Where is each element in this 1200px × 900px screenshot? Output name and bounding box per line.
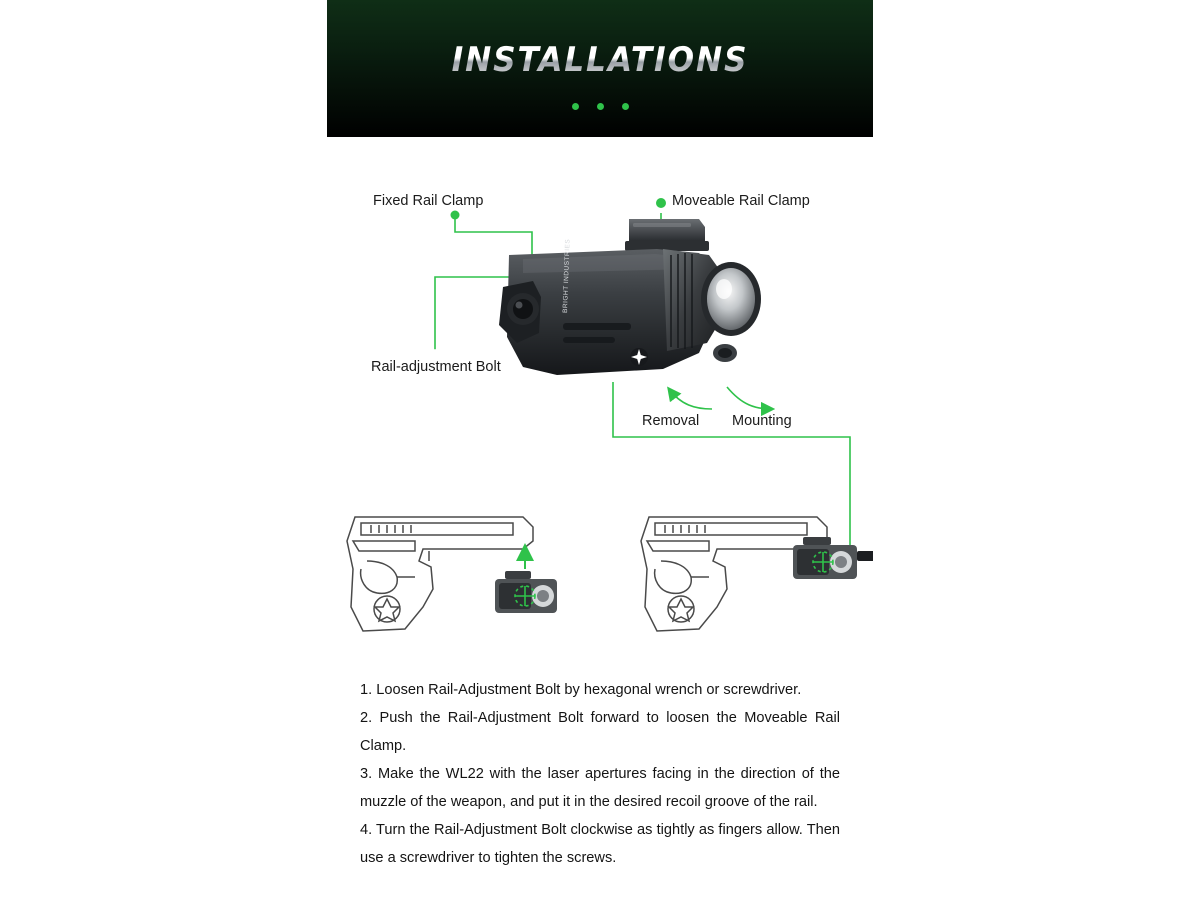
banner-header: [327, 0, 873, 137]
instructions-list: [360, 676, 840, 872]
banner-dot-3: [622, 103, 629, 110]
laser-emitter-icon: [630, 348, 648, 366]
callout-moveable-rail-clamp: Moveable Rail Clamp: [672, 193, 810, 209]
callout-fixed-rail-clamp: Fixed Rail Clamp: [373, 193, 484, 209]
callout-removal: Removal: [642, 413, 700, 429]
product-brand-text: BRIGHT INDUSTRIES: [562, 238, 572, 314]
installation-diagram: [327, 137, 873, 677]
weapon-light-product: [499, 219, 761, 375]
banner-dot-1: [572, 103, 579, 110]
banner-dots: [327, 103, 873, 110]
diagram-illustration: [327, 137, 873, 677]
instruction-step-1: 1. Loosen Rail-Adjustment Bolt by hexagonal wrench or screwdriver.: [360, 682, 802, 698]
instruction-step-2: 2. Push the Rail-Adjustment Bolt forward to loosen the Moveable Rail Clamp.: [360, 710, 840, 754]
callout-rail-adjustment-bolt: Rail-adjustment Bolt: [371, 359, 501, 375]
instruction-step-4: 4. Turn the Rail-Adjustment Bolt clockwise as tightly as fingers allow. Then use a screwdriver to tighten the screws.: [360, 822, 840, 866]
banner-dot-2: [597, 103, 604, 110]
weapon-light-small-right: [793, 537, 873, 579]
page-title: INSTALLATIONS: [349, 40, 851, 80]
callout-mounting: Mounting: [732, 413, 792, 429]
instruction-step-3: 3. Make the WL22 with the laser apertures facing in the direction of the muzzle of the weapon, and put it in the desired recoil groove of the rail.: [360, 766, 840, 810]
